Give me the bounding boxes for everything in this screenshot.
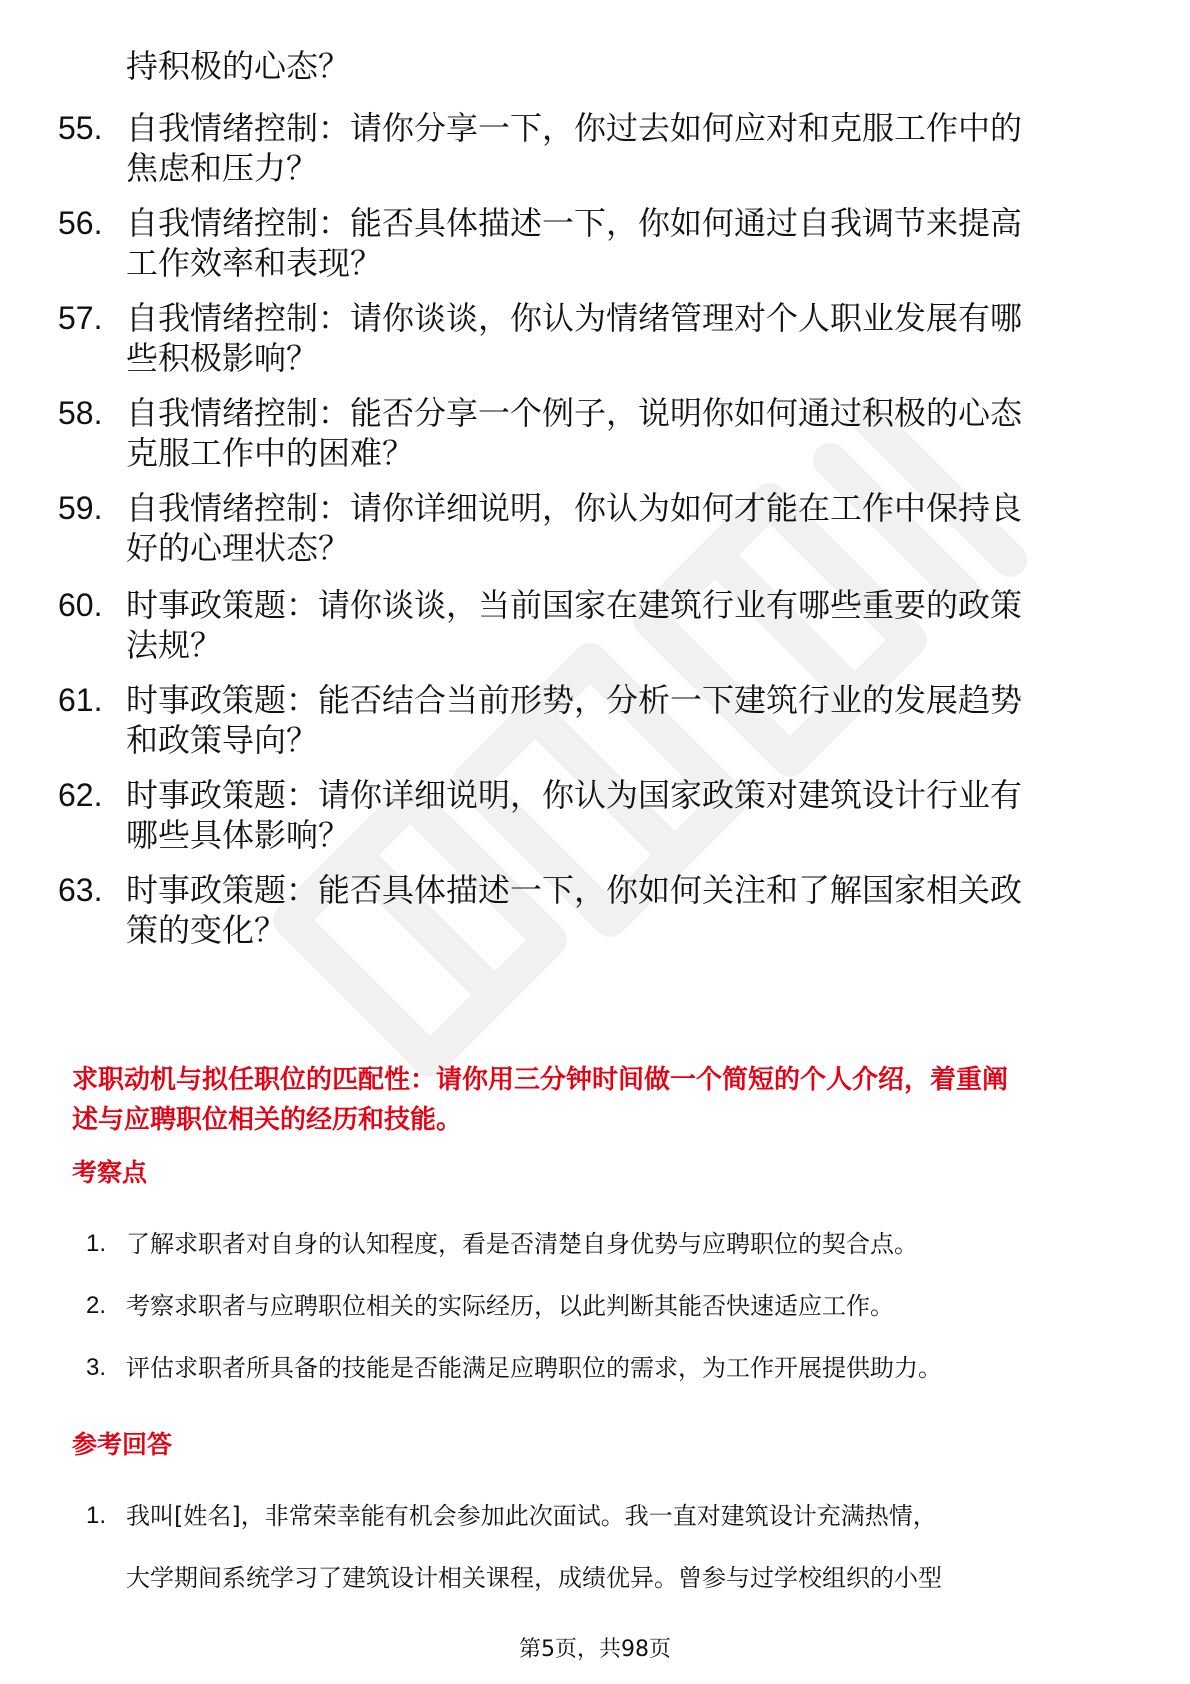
question-text [126,488,1116,568]
prompt-line: 求职动机与拟任职位的匹配性：请你用三分钟时间做一个简短的个人介绍，着重阐 [72,1065,1009,1095]
question-line: 自我情绪控制：请你详细说明，你认为如何才能在工作中保持良 [126,489,1023,527]
question-line: 自我情绪控制：请你谈谈，你认为情绪管理对个人职业发展有哪 [126,299,1023,337]
question-number: 59. [58,490,103,526]
question-line: 时事政策题：能否结合当前形势，分析一下建筑行业的发展趋势 [126,681,1023,719]
question-line: 自我情绪控制：请你分享一下，你过去如何应对和克服工作中的 [126,109,1023,147]
question-line: 自我情绪控制：能否分享一个例子，说明你如何通过积极的心态 [126,394,1023,432]
question-text [126,393,1116,473]
question-number: 56. [58,205,103,241]
question-number: 62. [58,777,103,813]
question-number: 58. [58,395,103,431]
question-text [126,203,1116,283]
answer-line: 我叫[姓名]，非常荣幸能有机会参加此次面试。我一直对建筑设计充满热情， [126,1502,937,1530]
question-line: 自我情绪控制：能否具体描述一下，你如何通过自我调节来提高 [126,204,1023,242]
point-text: 评估求职者所具备的技能是否能满足应聘职位的需求，为工作开展提供助力。 [126,1354,942,1382]
question-line: 和政策导向？ [126,721,319,759]
examination-heading: 考察点 [72,1158,148,1187]
point-number: 2. [86,1292,107,1319]
question-line: 策的变化？ [126,911,287,949]
question-text [126,298,1116,378]
answer-text [126,1500,1126,1624]
prompt-line: 述与应聘职位相关的经历和技能。 [72,1105,463,1135]
question-text [126,775,1116,855]
point-text: 了解求职者对自身的认知程度，看是否清楚自身优势与应聘职位的契合点。 [126,1230,918,1258]
question-number: 60. [58,587,103,623]
point-text: 考察求职者与应聘职位相关的实际经历，以此判断其能否快速适应工作。 [126,1292,894,1320]
reference-heading: 参考回答 [72,1430,173,1459]
question-number: 63. [58,872,103,908]
question-text [126,108,1116,188]
question-text [126,585,1116,665]
question-line: 工作效率和表现？ [126,244,383,282]
question-line: 法规？ [126,626,223,664]
question-number: 57. [58,300,103,336]
answer-number: 1. [86,1502,107,1529]
question-line: 持积极的心态？ [126,47,351,85]
question-line: 克服工作中的困难？ [126,434,415,472]
point-number: 3. [86,1354,107,1381]
question-line: 好的心理状态？ [126,529,351,567]
question-text [126,46,1116,86]
question-text [126,870,1116,950]
point-number: 1. [86,1230,107,1257]
question-text [126,680,1116,760]
question-number: 61. [58,682,103,718]
question-line: 时事政策题：请你详细说明，你认为国家政策对建筑设计行业有 [126,776,1023,814]
page-footer: 第5页，共98页 [519,1637,671,1662]
question-line: 时事政策题：能否具体描述一下，你如何关注和了解国家相关政 [126,871,1023,909]
question-number: 55. [58,110,103,146]
question-line: 哪些具体影响？ [126,816,351,854]
answer-line: 大学期间系统学习了建筑设计相关课程，成绩优异。曾参与过学校组织的小型 [126,1564,942,1592]
question-line: 焦虑和压力？ [126,149,319,187]
question-line: 时事政策题：请你谈谈，当前国家在建筑行业有哪些重要的政策 [126,586,1023,624]
question-line: 些积极影响？ [126,339,319,377]
interview-prompt [72,1060,1132,1140]
